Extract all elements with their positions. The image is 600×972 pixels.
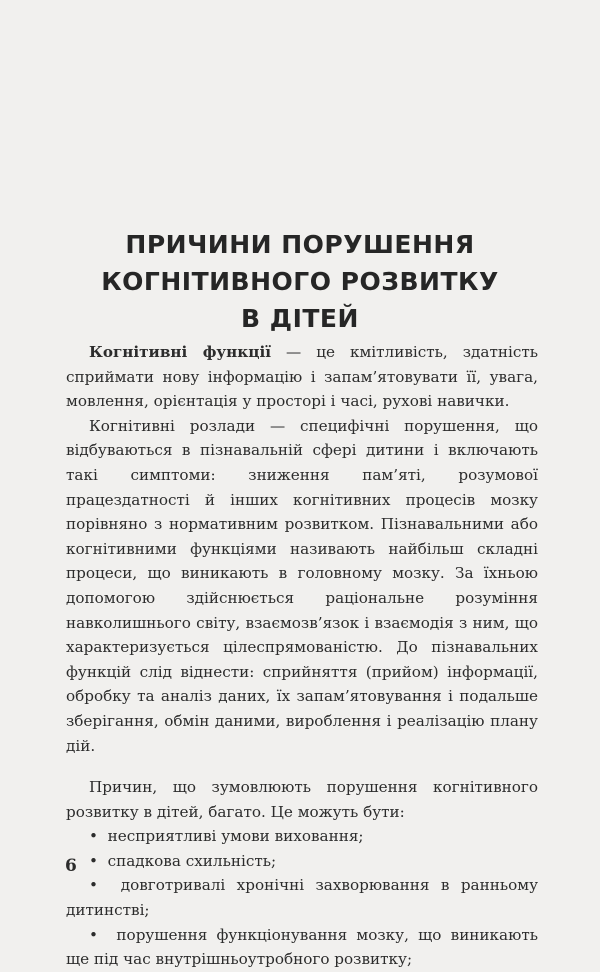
- list-item: [66, 923, 538, 972]
- causes-list: [66, 824, 538, 972]
- heading-line-2: КОГНІТИВНОГО РОЗВИТКУ: [101, 267, 499, 296]
- bullet-icon: •: [89, 925, 117, 944]
- bullet-icon: •: [89, 851, 108, 870]
- heading-line-1: ПРИЧИНИ ПОРУШЕННЯ: [125, 230, 475, 259]
- list-item-text: спадкова схильність;: [107, 851, 277, 870]
- list-item: [66, 849, 538, 874]
- list-item: [66, 873, 538, 922]
- paragraph-causes: Причин, що зумовлюють порушення когнітивного розвитку в дітей, багато. Це можуть бути:: [66, 778, 538, 821]
- paragraph-disorders: Когнітивні розлади — специфічні порушення, що відбуваються в пізнавальній сфері дитини і включають такі симптоми: зниження пам’яті, розумової працездатності й інших когнітивних процесів мозку порівняно з нормативним розвитком. Пізнавальними або когнітивними функціями називають найбільш складні процеси, що виникають в головному мозку. За їхньою допомогою здійснюється раціональне розуміння навколишнього світу, взаємозв’язок і взаємодія з ним, що характеризується цілеспрямованістю. До пізнавальних функцій слід віднести: сприйняття (прийом) інформації, обробку та аналіз даних, їх запам’ятовування і подальше зберігання, обмін даними, вироблення і реалізацію плану дій.: [66, 416, 538, 755]
- heading-line-3: В ДІТЕЙ: [241, 304, 359, 333]
- list-item-text: довготривалі хронічні захворювання в ранньому дитинстві;: [66, 876, 538, 920]
- definition-text: — це кмітливість, здатність сприймати нову інформацію і запам’ятовувати її, увага, мовлення, орієнтація у просторі і часі, рухові навички.: [66, 343, 538, 411]
- list-item: [66, 824, 538, 849]
- paragraph-definition: [66, 340, 538, 414]
- page-number: 6: [65, 856, 77, 876]
- chapter-heading: [0, 226, 600, 337]
- term-cognitive-functions: Когнітивні функції: [89, 343, 271, 361]
- list-item-text: несприятливі умови виховання;: [107, 827, 364, 846]
- body-text: [66, 340, 538, 972]
- bullet-icon: •: [89, 876, 121, 895]
- list-item-text: порушення функціонування мозку, що виникають ще під час внутрішньоутробного розвитку;: [66, 925, 538, 969]
- bullet-icon: •: [89, 827, 108, 846]
